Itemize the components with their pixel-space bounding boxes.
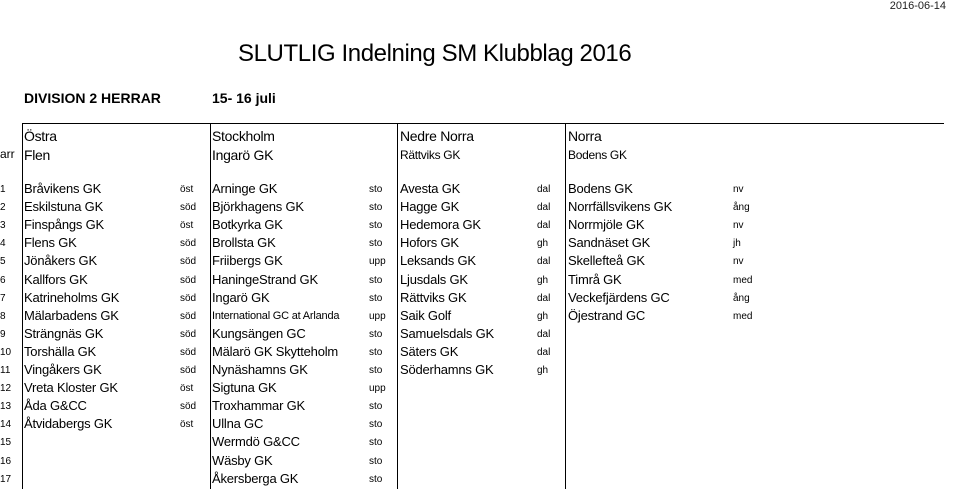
- district-code: öst: [180, 419, 194, 430]
- club-name: Kallfors GK: [24, 272, 88, 287]
- group-region-nedre-norra: Nedre Norra: [400, 128, 474, 144]
- club-name: Rättviks GK: [400, 290, 467, 305]
- club-name: Ljusdals GK: [400, 272, 468, 287]
- club-name: Söderhamns GK: [400, 362, 494, 377]
- club-name: Bodens GK: [568, 181, 633, 196]
- club-name: HaningeStrand GK: [212, 272, 318, 287]
- row-number: 4: [0, 238, 6, 249]
- club-name: Wermdö G&CC: [212, 434, 300, 449]
- district-code: sto: [369, 293, 383, 304]
- row-number: 12: [0, 383, 12, 394]
- page-title: SLUTLIG Indelning SM Klubblag 2016: [238, 40, 632, 67]
- district-code: söd: [180, 275, 197, 286]
- row-number: 15: [0, 437, 12, 448]
- district-code: sto: [369, 275, 383, 286]
- club-name: Hedemora GK: [400, 217, 481, 232]
- club-name: Åda G&CC: [24, 398, 87, 413]
- club-name: Norrfällsvikens GK: [568, 199, 673, 214]
- district-code: nv: [733, 184, 744, 195]
- district-code: öst: [180, 184, 194, 195]
- district-code: sto: [369, 401, 383, 412]
- row-number: 17: [0, 474, 12, 485]
- district-code: öst: [180, 383, 194, 394]
- district-code: sto: [369, 456, 383, 467]
- club-name: Sigtuna GK: [212, 380, 277, 395]
- row-number: 7: [0, 293, 6, 304]
- club-name: Friibergs GK: [212, 253, 283, 268]
- club-name: Vingåkers GK: [24, 362, 102, 377]
- district-code: söd: [180, 401, 197, 412]
- column-divider: [22, 123, 23, 489]
- district-code: sto: [369, 184, 383, 195]
- row-number: 1: [0, 184, 6, 195]
- district-code: jh: [733, 238, 741, 249]
- district-code: söd: [180, 238, 197, 249]
- column-divider: [565, 123, 566, 489]
- club-name: Finspångs GK: [24, 217, 104, 232]
- column-divider: [210, 123, 211, 489]
- district-code: dal: [537, 293, 551, 304]
- district-code: ång: [733, 293, 750, 304]
- group-host-norra: Bodens GK: [568, 148, 627, 162]
- district-code: upp: [369, 256, 386, 267]
- district-code: gh: [537, 238, 549, 249]
- club-name: Avesta GK: [400, 181, 461, 196]
- group-region-norra: Norra: [568, 128, 602, 144]
- district-code: dal: [537, 347, 551, 358]
- row-number: 10: [0, 347, 12, 358]
- district-code: sto: [369, 220, 383, 231]
- club-name: Vreta Kloster GK: [24, 380, 118, 395]
- district-code: söd: [180, 256, 197, 267]
- district-code: sto: [369, 437, 383, 448]
- district-code: nv: [733, 220, 744, 231]
- district-code: med: [733, 275, 753, 286]
- division-label: DIVISION 2 HERRAR: [24, 90, 161, 106]
- group-host-nedre-norra: Rättviks GK: [400, 148, 461, 162]
- club-name: Bråvikens GK: [24, 181, 102, 196]
- club-name: Mälarö GK Skytteholm: [212, 344, 339, 359]
- club-name: Katrineholms GK: [24, 290, 120, 305]
- column-divider: [397, 123, 398, 489]
- club-name: Torshälla GK: [24, 344, 97, 359]
- club-name: Saik Golf: [400, 308, 451, 323]
- district-code: dal: [537, 184, 551, 195]
- club-name: Åkersberga GK: [212, 471, 299, 486]
- group-region-stockholm: Stockholm: [212, 128, 275, 144]
- row-number: 13: [0, 401, 12, 412]
- row-number: 3: [0, 220, 6, 231]
- district-code: nv: [733, 256, 744, 267]
- district-code: gh: [537, 311, 549, 322]
- club-name: Öjestrand GC: [568, 308, 646, 323]
- row-number: 8: [0, 311, 6, 322]
- club-name: Troxhammar GK: [212, 398, 305, 413]
- club-name: Leksands GK: [400, 253, 476, 268]
- club-name: Mälarbadens GK: [24, 308, 119, 323]
- club-name: Nynäshamns GK: [212, 362, 308, 377]
- group-region-ostra: Östra: [24, 128, 57, 144]
- district-code: sto: [369, 329, 383, 340]
- club-name: Strängnäs GK: [24, 326, 104, 341]
- district-code: dal: [537, 202, 551, 213]
- arr-label: arr: [0, 147, 15, 161]
- club-name: Samuelsdals GK: [400, 326, 495, 341]
- club-name: Åtvidabergs GK: [24, 416, 113, 431]
- club-name: Jönåkers GK: [24, 253, 97, 268]
- district-code: sto: [369, 474, 383, 485]
- group-host-stockholm: Ingarö GK: [212, 147, 274, 163]
- print-date: 2016-06-14: [889, 0, 946, 12]
- district-code: sto: [369, 365, 383, 376]
- club-name: Flens GK: [24, 235, 77, 250]
- district-code: gh: [537, 365, 549, 376]
- district-code: dal: [537, 256, 551, 267]
- district-code: sto: [369, 202, 383, 213]
- club-name: Norrmjöle GK: [568, 217, 645, 232]
- district-code: söd: [180, 347, 197, 358]
- district-code: söd: [180, 329, 197, 340]
- row-number: 2: [0, 202, 6, 213]
- district-code: upp: [369, 311, 386, 322]
- club-name: Wäsby GK: [212, 453, 273, 468]
- club-name: Björkhagens GK: [212, 199, 304, 214]
- club-name: Brollsta GK: [212, 235, 276, 250]
- district-code: söd: [180, 293, 197, 304]
- district-code: ång: [733, 202, 750, 213]
- club-name: Eskilstuna GK: [24, 199, 104, 214]
- district-code: med: [733, 311, 753, 322]
- club-name: Timrå GK: [568, 272, 622, 287]
- district-code: dal: [537, 329, 551, 340]
- row-number: 14: [0, 419, 12, 430]
- district-code: sto: [369, 347, 383, 358]
- club-name: Arninge GK: [212, 181, 278, 196]
- district-code: sto: [369, 419, 383, 430]
- district-code: sto: [369, 238, 383, 249]
- row-number: 11: [0, 365, 11, 376]
- club-name: Veckefjärdens GC: [568, 290, 670, 305]
- row-number: 16: [0, 456, 12, 467]
- club-name: Hagge GK: [400, 199, 460, 214]
- club-name: Sandnäset GK: [568, 235, 651, 250]
- row-number: 6: [0, 275, 6, 286]
- district-code: söd: [180, 202, 197, 213]
- club-name: Säters GK: [400, 344, 459, 359]
- club-name: Hofors GK: [400, 235, 459, 250]
- group-host-ostra: Flen: [24, 147, 51, 163]
- club-name: Kungsängen GC: [212, 326, 306, 341]
- district-code: öst: [180, 220, 194, 231]
- district-code: gh: [537, 275, 549, 286]
- row-number: 5: [0, 256, 6, 267]
- club-name: International GC at Arlanda: [212, 310, 340, 322]
- district-code: söd: [180, 365, 197, 376]
- event-dates: 15- 16 juli: [212, 90, 276, 106]
- district-code: dal: [537, 220, 551, 231]
- row-number: 9: [0, 329, 6, 340]
- club-name: Skellefteå GK: [568, 253, 645, 268]
- table-top-border: [22, 123, 944, 124]
- club-name: Botkyrka GK: [212, 217, 283, 232]
- club-name: Ingarö GK: [212, 290, 270, 305]
- club-name: Ullna GC: [212, 416, 264, 431]
- district-code: söd: [180, 311, 197, 322]
- district-code: upp: [369, 383, 386, 394]
